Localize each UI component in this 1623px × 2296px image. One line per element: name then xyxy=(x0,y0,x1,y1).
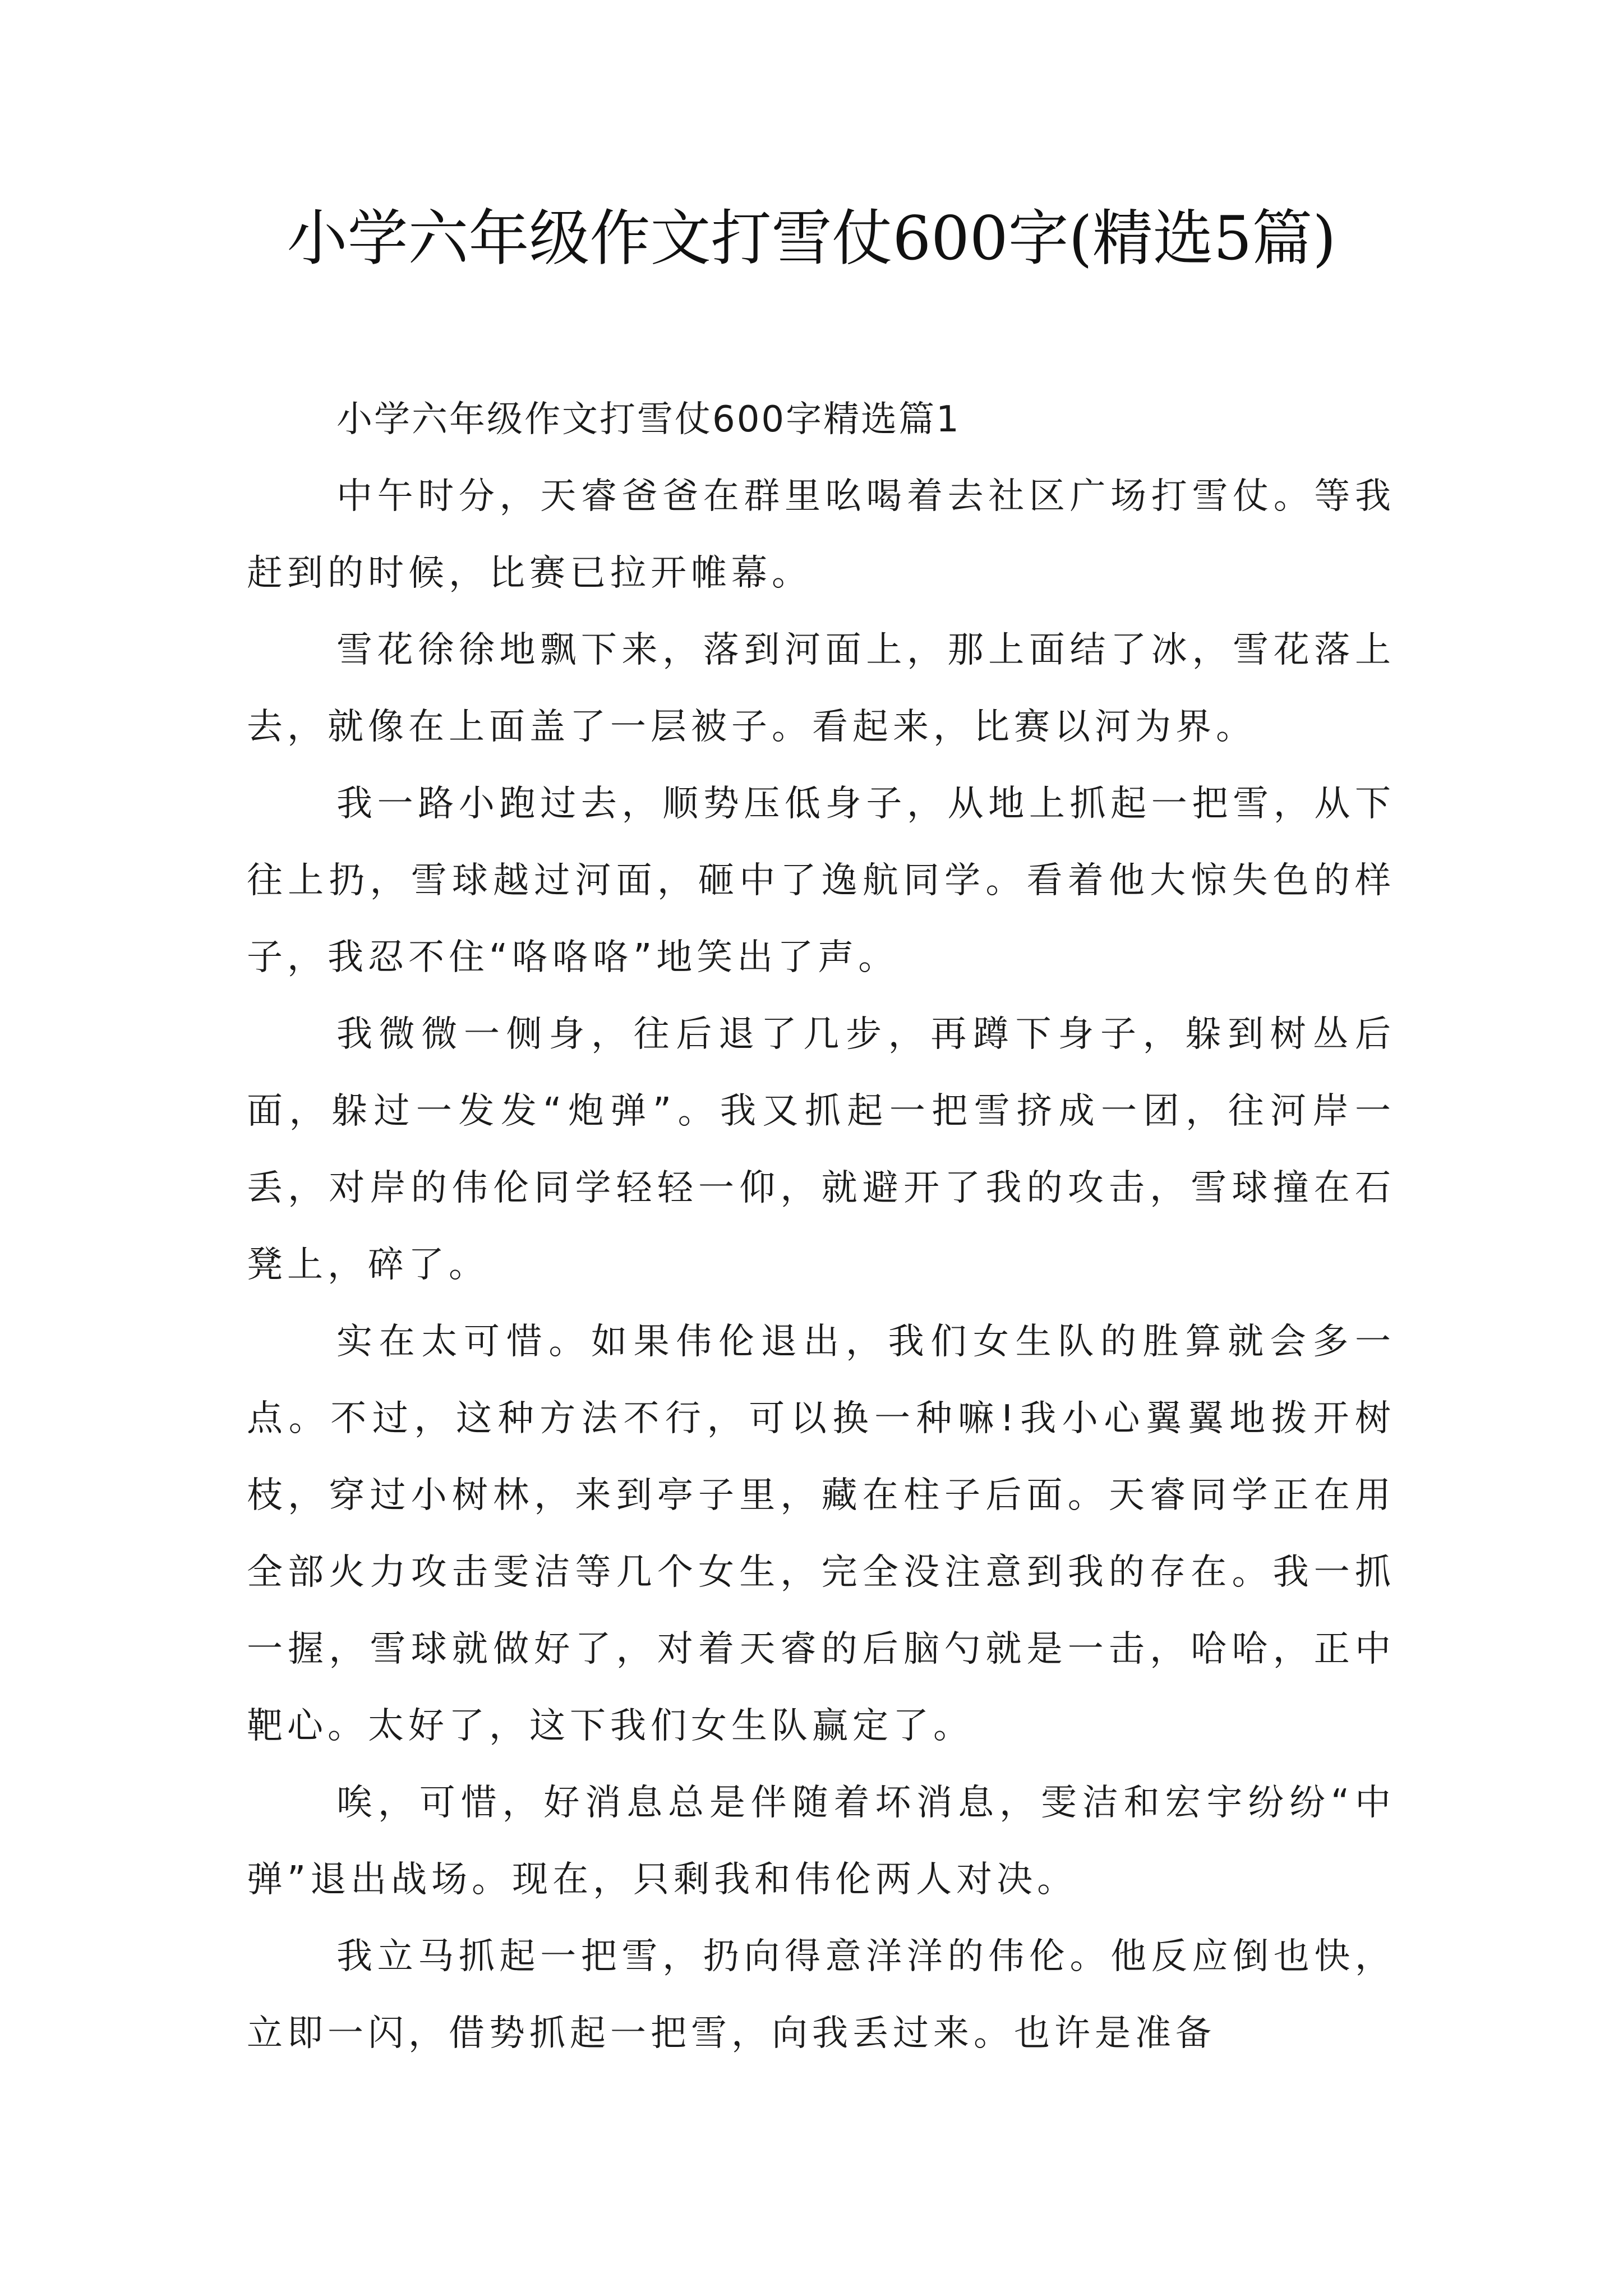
paragraph: 实在太可惜。如果伟伦退出，我们女生队的胜算就会多一点。不过，这种方法不行，可以换一种嘛!我小心翼翼地拨开树枝，穿过小树林，来到亭子里，藏在柱子后面。天睿同学正在用全部火力攻击雯洁等几个女生，完全没注意到我的存在。我一抓一握，雪球就做好了，对着天睿的后脑勺就是一击，哈哈，正中靶心。太好了，这下我们女生队赢定了。 xyxy=(247,1321,1395,1747)
paragraph: 中午时分，天睿爸爸在群里吆喝着去社区广场打雪仗。等我赶到的时候，比赛已拉开帷幕。 xyxy=(247,476,1395,594)
paragraph: 唉，可惜，好消息总是伴随着坏消息，雯洁和宏宇纷纷“中弹”退出战场。现在，只剩我和伟伦两人对决。 xyxy=(247,1782,1395,1901)
paragraph: 我微微一侧身，往后退了几步，再蹲下身子，躲到树丛后面，躲过一发发“炮弹”。我又抓起一把雪挤成一团，往河岸一丢，对岸的伟伦同学轻轻一仰，就避开了我的攻击，雪球撞在石凳上，碎了。 xyxy=(247,1014,1395,1286)
paragraph: 我立马抓起一把雪，扔向得意洋洋的伟伦。他反应倒也快，立即一闪，借势抓起一把雪，向我丢过来。也许是准备 xyxy=(247,1936,1395,2054)
paragraph: 我一路小跑过去，顺势压低身子，从地上抓起一把雪，从下往上扔，雪球越过河面，砸中了逸航同学。看着他大惊失色的样子，我忍不住“咯咯咯”地笑出了声。 xyxy=(247,783,1395,978)
paragraph: 雪花徐徐地飘下来，落到河面上，那上面结了冰，雪花落上去，就像在上面盖了一层被子。看起来，比赛以河为界。 xyxy=(247,629,1395,748)
document-body xyxy=(247,381,1395,2072)
section-heading: 小学六年级作文打雪仗600字精选篇1 xyxy=(336,399,961,440)
document-title: 小学六年级作文打雪仗600字(精选5篇) xyxy=(287,204,1336,274)
